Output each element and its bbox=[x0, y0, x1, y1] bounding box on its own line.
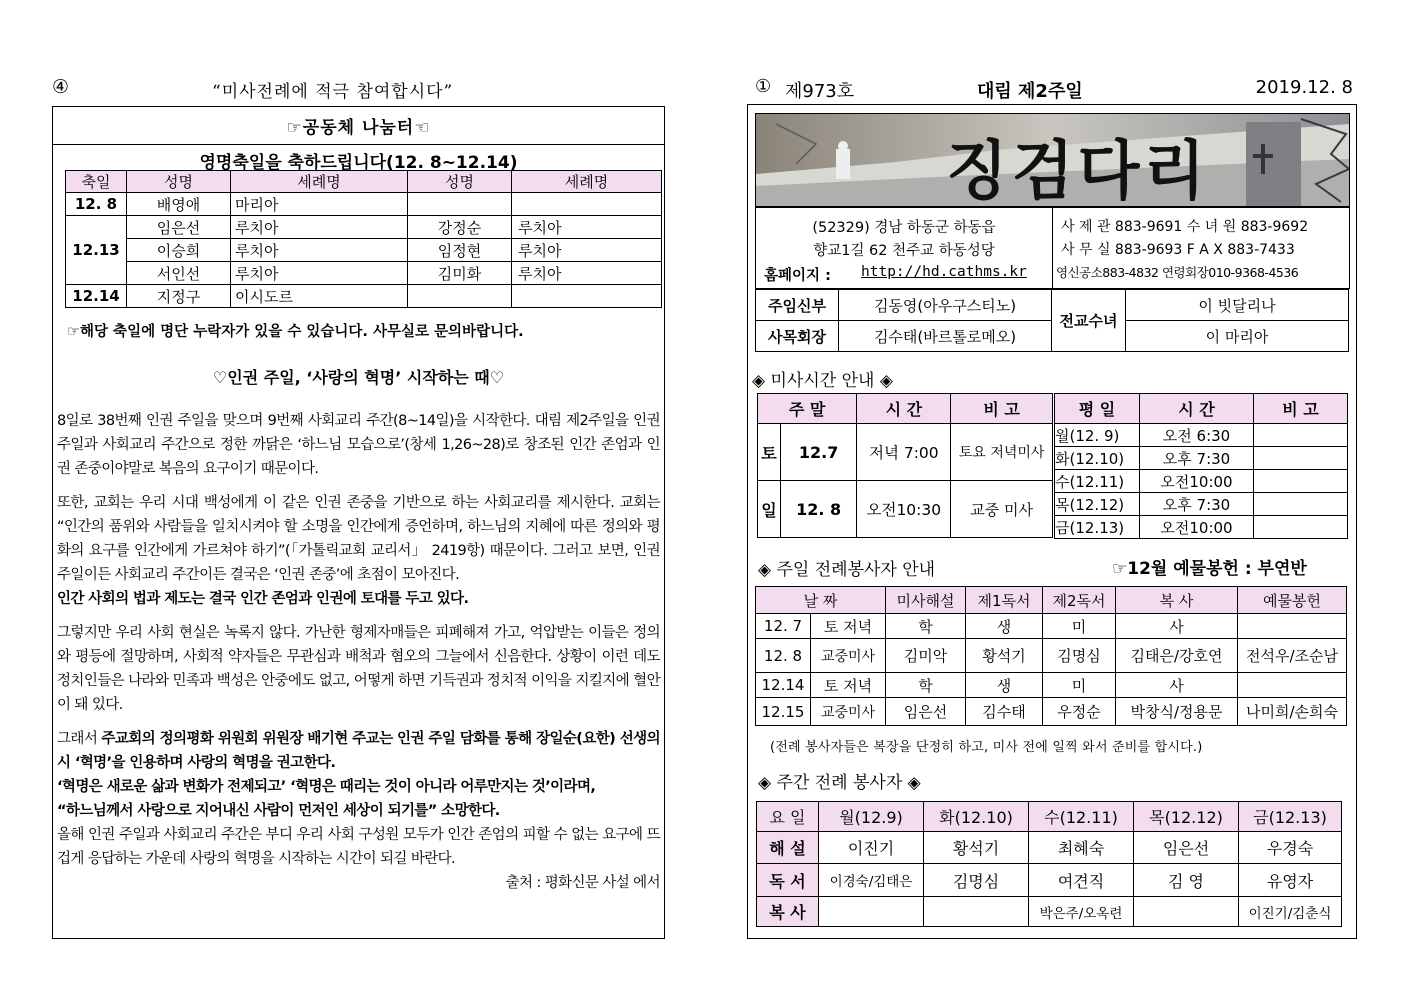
address-line: (52329) 경남 하동군 하동읍 bbox=[812, 220, 996, 236]
weekend-note: 교중 미사 bbox=[951, 481, 1053, 538]
feast-baptism: 이시도르 bbox=[231, 285, 408, 308]
server-cell: 김명심 bbox=[1043, 639, 1116, 673]
article-paragraph: 또한, 교회는 우리 시대 백성에게 이 같은 인권 존중을 기반으로 하는 사회교리를 제시한다. 교회는 “인간의 품위와 사람들을 일치시켜야 할 소명을 인간에게 증언하며, 하느님의 지혜에 따른 정의와 평화의 요구를 인간에게 가르쳐야 하기”(「가톨릭교회 교리서」 2419항) 때문이다. 그러고 보면, 인권 주일이든 사회교리 주간이든 결국은 ‘인권 존중’에 초점이 모아진다. bbox=[57, 495, 660, 583]
address-line: 향교1길 62 천주교 하동성당 bbox=[813, 243, 995, 259]
weekend-note: 토요 저녁미사 bbox=[951, 424, 1053, 481]
weekly-table bbox=[756, 801, 1342, 927]
feast-name: 임정현 bbox=[408, 239, 512, 262]
time-col: 시 간 bbox=[1140, 394, 1254, 424]
weekly-cell: 임은선 bbox=[1134, 832, 1239, 864]
server-date: 12. 8 bbox=[756, 639, 811, 673]
weekly-cell: 여견직 bbox=[1029, 864, 1134, 897]
feast-date: 12. 8 bbox=[66, 193, 127, 216]
weekday-time: 오후 7:30 bbox=[1140, 493, 1254, 516]
weekday-time: 오전 6:30 bbox=[1140, 424, 1254, 447]
feast-baptism bbox=[512, 285, 662, 308]
server-cell: 임은선 bbox=[886, 698, 966, 726]
weekday-mass-table bbox=[1054, 393, 1348, 539]
servers-col: 예물봉헌 bbox=[1238, 587, 1347, 614]
weekday-time: 오전10:00 bbox=[1140, 516, 1254, 539]
article-paragraph: 올해 인권 주일과 사회교리 주간은 부디 우리 사회 구성원 모두가 인간 존엄의 피할 수 없는 요구에 뜨겁게 응답하는 가운데 사랑의 혁명을 시작하는 시간이 되길 바란다. bbox=[57, 827, 660, 867]
feast-col-baptism2: 세례명 bbox=[512, 171, 662, 193]
feast-date: 12.14 bbox=[66, 285, 127, 308]
offering-notice: ☞12월 예물봉헌 : 부연반 bbox=[1112, 559, 1307, 579]
server-date: 12.15 bbox=[756, 698, 811, 726]
feast-name: 이승희 bbox=[127, 239, 231, 262]
note-col: 비 고 bbox=[1254, 394, 1348, 424]
weekly-cell bbox=[819, 897, 924, 927]
weekly-cell: 김 영 bbox=[1134, 864, 1239, 897]
feast-baptism: 루치아 bbox=[512, 216, 662, 239]
president-name: 김수태(바르톨로메오) bbox=[839, 321, 1052, 352]
feast-name: 지정구 bbox=[127, 285, 231, 308]
servers-col: 제1독서 bbox=[966, 587, 1043, 614]
weekend-date: 12.7 bbox=[781, 424, 857, 481]
feast-title: 영명축일을 축하드립니다(12. 8~12.14) bbox=[199, 153, 518, 173]
server-cell: 김수태 bbox=[966, 698, 1043, 726]
server-cell: 전석우/조순남 bbox=[1238, 639, 1347, 673]
masthead-banner bbox=[755, 113, 1350, 207]
weekly-cell: 김명심 bbox=[924, 864, 1029, 897]
article-emphasis: 주교회의 정의평화 위원회 위원장 배기현 주교는 인권 주일 담화를 통해 장일순(요한) 선생의 시 ‘혁명’을 인용하며 사랑의 혁명을 권고한다. bbox=[57, 731, 660, 771]
issue-number: 제973호 bbox=[785, 81, 855, 102]
feast-name: 김미화 bbox=[408, 262, 512, 285]
weekday-note bbox=[1254, 424, 1348, 447]
server-cell: 김미악 bbox=[886, 639, 966, 673]
server-mass: 교중미사 bbox=[811, 639, 886, 673]
article-paragraph bbox=[57, 727, 660, 775]
server-cell: 생 bbox=[966, 673, 1043, 698]
weekday-note bbox=[1254, 516, 1348, 539]
weekly-header: 금(12.13) bbox=[1239, 802, 1342, 832]
article-emphasis: 인간 사회의 법과 제도는 결국 인간 존엄과 인권에 토대를 두고 있다. bbox=[57, 591, 469, 607]
feast-name: 서인선 bbox=[127, 262, 231, 285]
left-page-header bbox=[52, 76, 664, 102]
feast-table bbox=[65, 170, 662, 308]
weekday-col: 평 일 bbox=[1055, 394, 1140, 424]
feast-baptism: 루치아 bbox=[231, 239, 408, 262]
weekend-time: 오전10:30 bbox=[857, 481, 951, 538]
servers-table bbox=[755, 586, 1347, 726]
feast-date: 12.13 bbox=[66, 216, 127, 285]
issue-date: 2019.12. 8 bbox=[1255, 77, 1353, 98]
community-divider bbox=[53, 144, 664, 145]
homepage-label: 홈페이지 : bbox=[764, 268, 831, 284]
server-date: 12.14 bbox=[756, 673, 811, 698]
weekly-header: 요 일 bbox=[757, 802, 819, 832]
weekly-header: 월(12.9) bbox=[819, 802, 924, 832]
server-cell: 김태은/강호연 bbox=[1116, 639, 1238, 673]
weekly-cell bbox=[924, 897, 1029, 927]
pastor-label: 주임신부 bbox=[756, 290, 839, 321]
weekly-cell: 유영자 bbox=[1239, 864, 1342, 897]
weekly-row-label: 복 사 bbox=[757, 897, 819, 927]
weekly-heading: ◈ 주간 전례 봉사자 ◈ bbox=[758, 773, 921, 793]
weekday-day: 화(12.10) bbox=[1055, 447, 1140, 470]
weekend-date: 12. 8 bbox=[781, 481, 857, 538]
weekday-time: 오전10:00 bbox=[1140, 470, 1254, 493]
weekday-time: 오후 7:30 bbox=[1140, 447, 1254, 470]
server-cell: 우정순 bbox=[1043, 698, 1116, 726]
masthead-logo: 징검다리 bbox=[946, 135, 1210, 207]
weekly-cell bbox=[1134, 897, 1239, 927]
sister-name: 이 빗달리나 bbox=[1126, 290, 1349, 321]
weekly-cell: 이진기/김춘식 bbox=[1239, 897, 1342, 927]
server-cell: 사 bbox=[1116, 673, 1238, 698]
server-cell: 미 bbox=[1043, 673, 1116, 698]
note-col: 비 고 bbox=[951, 394, 1053, 424]
feast-baptism: 루치아 bbox=[512, 239, 662, 262]
servers-note: (전례 봉사자들은 복장을 단정히 하고, 미사 전에 일찍 와서 준비를 합시다.) bbox=[770, 740, 1203, 755]
server-cell: 학 bbox=[886, 673, 966, 698]
article-title: ♡인권 주일, ‘사랑의 혁명’ 시작하는 때♡ bbox=[212, 368, 505, 387]
feast-col-name2: 성명 bbox=[408, 171, 512, 193]
servers-col: 날 짜 bbox=[756, 587, 886, 614]
server-mass: 토 저녁 bbox=[811, 673, 886, 698]
article-source: 출처 : 평화신문 사설 에서 bbox=[505, 875, 660, 891]
right-page-header bbox=[755, 76, 1353, 102]
weekday-day: 금(12.13) bbox=[1055, 516, 1140, 539]
weekday-day: 월(12. 9) bbox=[1055, 424, 1140, 447]
feast-baptism bbox=[512, 193, 662, 216]
server-cell: 나미희/손희숙 bbox=[1238, 698, 1347, 726]
time-col: 시 간 bbox=[857, 394, 951, 424]
mass-heading: ◈ 미사시간 안내 ◈ bbox=[752, 371, 893, 391]
weekly-header: 화(12.10) bbox=[924, 802, 1029, 832]
sister-name: 이 마리아 bbox=[1126, 321, 1349, 352]
feast-name bbox=[408, 285, 512, 308]
article-emphasis: ‘혁명은 새로운 삶과 변화가 전제되고’ ‘혁명은 때리는 것이 아니라 어루만지는 것’이라며, bbox=[57, 779, 596, 795]
servers-col: 제2독서 bbox=[1043, 587, 1116, 614]
server-cell: 학 bbox=[886, 614, 966, 639]
feast-col-date: 축일 bbox=[66, 171, 127, 193]
weekend-col: 주 말 bbox=[758, 394, 857, 424]
phone-line: 사 제 관 883-9691 수 녀 원 883-9692 bbox=[1061, 219, 1309, 235]
weekend-day: 일 bbox=[758, 481, 781, 538]
server-cell: 황석기 bbox=[966, 639, 1043, 673]
feast-name: 강정순 bbox=[408, 216, 512, 239]
weekday-note bbox=[1254, 447, 1348, 470]
left-page-title: “미사전례에 적극 참여합시다” bbox=[212, 82, 454, 102]
weekday-note bbox=[1254, 493, 1348, 516]
weekly-cell: 이진기 bbox=[819, 832, 924, 864]
server-date: 12. 7 bbox=[756, 614, 811, 639]
weekly-row-label: 해 설 bbox=[757, 832, 819, 864]
server-cell: 사 bbox=[1116, 614, 1238, 639]
weekly-cell: 최혜숙 bbox=[1029, 832, 1134, 864]
weekend-time: 저녁 7:00 bbox=[857, 424, 951, 481]
server-cell: 생 bbox=[966, 614, 1043, 639]
community-header: ☞공동체 나눔터☜ bbox=[286, 118, 431, 138]
page-number-left: ④ bbox=[52, 76, 70, 98]
server-cell: 박창식/정용문 bbox=[1116, 698, 1238, 726]
server-cell bbox=[1238, 673, 1347, 698]
servers-heading: ◈ 주일 전례봉사자 안내 bbox=[758, 560, 936, 580]
feast-note: ☞해당 축일에 명단 누락자가 있을 수 있습니다. 사무실로 문의바랍니다. bbox=[67, 324, 524, 340]
feast-col-name: 성명 bbox=[127, 171, 231, 193]
pastor-name: 김동영(아우구스티노) bbox=[839, 290, 1052, 321]
server-mass: 토 저녁 bbox=[811, 614, 886, 639]
weekend-day: 토 bbox=[758, 424, 781, 481]
sister-label: 전교수녀 bbox=[1052, 290, 1126, 352]
weekly-cell: 우경숙 bbox=[1239, 832, 1342, 864]
feast-baptism: 루치아 bbox=[231, 262, 408, 285]
feast-baptism: 마리아 bbox=[231, 193, 408, 216]
server-mass: 교중미사 bbox=[811, 698, 886, 726]
phone-line: 영신공소883-4832 연령회장010-9368-4536 bbox=[1056, 265, 1299, 280]
weekend-mass-table bbox=[757, 393, 1053, 538]
contact-divider bbox=[1052, 208, 1053, 288]
weekly-header: 수(12.11) bbox=[1029, 802, 1134, 832]
weekly-cell: 황석기 bbox=[924, 832, 1029, 864]
weekly-header: 목(12.12) bbox=[1134, 802, 1239, 832]
staff-table bbox=[755, 289, 1349, 352]
weekday-day: 수(12.11) bbox=[1055, 470, 1140, 493]
article-emphasis: “하느님께서 사랑으로 지어내신 사람이 먼저인 세상이 되기를” 소망한다. bbox=[57, 803, 500, 819]
article-text: 그래서 bbox=[57, 731, 102, 747]
weekday-day: 목(12.12) bbox=[1055, 493, 1140, 516]
page-number-right: ① bbox=[755, 76, 772, 97]
liturgical-title: 대림 제2주일 bbox=[977, 81, 1083, 102]
phone-line: 사 무 실 883-9693 F A X 883-7433 bbox=[1061, 242, 1295, 258]
feast-baptism: 루치아 bbox=[512, 262, 662, 285]
homepage-link[interactable]: http://hd.cathms.kr bbox=[861, 264, 1027, 280]
left-page-frame bbox=[52, 106, 665, 939]
server-cell: 미 bbox=[1043, 614, 1116, 639]
feast-col-baptism: 세례명 bbox=[231, 171, 408, 193]
weekly-cell: 박은주/오옥련 bbox=[1029, 897, 1134, 927]
weekly-cell: 이경숙/김태은 bbox=[819, 864, 924, 897]
server-cell bbox=[1238, 614, 1347, 639]
feast-name: 배영애 bbox=[127, 193, 231, 216]
weekly-row-label: 독 서 bbox=[757, 864, 819, 897]
servers-col: 복 사 bbox=[1116, 587, 1238, 614]
article-body bbox=[57, 409, 660, 895]
article-paragraph: 8일로 38번째 인권 주일을 맞으며 9번째 사회교리 주간(8~14일)을 시작한다. 대림 제2주일을 인권 주일과 사회교리 주간으로 정한 까닭은 ‘하느님 모습으로’(창세 1,26~28)로 창조된 인간 존엄과 인권 존중이야말로 복음의 요구이기 때문이다. bbox=[57, 413, 660, 477]
servers-col: 미사해설 bbox=[886, 587, 966, 614]
weekday-note bbox=[1254, 470, 1348, 493]
article-paragraph: 그렇지만 우리 사회 현실은 녹록지 않다. 가난한 형제자매들은 피폐해져 가고, 억압받는 이들은 정의와 평등에 절망하며, 사회적 약자들은 무관심과 배척과 혐오의 그늘에서 신음한다. 상황이 이런 데도 정치인들은 나라와 민족과 백성은 안중에도 없고, 어떻게 하면 기득권과 정치적 이익을 지킬지에 혈안이 돼 있다. bbox=[57, 625, 660, 713]
feast-name: 임은선 bbox=[127, 216, 231, 239]
president-label: 사목회장 bbox=[756, 321, 839, 352]
feast-baptism: 루치아 bbox=[231, 216, 408, 239]
contact-box bbox=[755, 207, 1350, 289]
feast-name bbox=[408, 193, 512, 216]
